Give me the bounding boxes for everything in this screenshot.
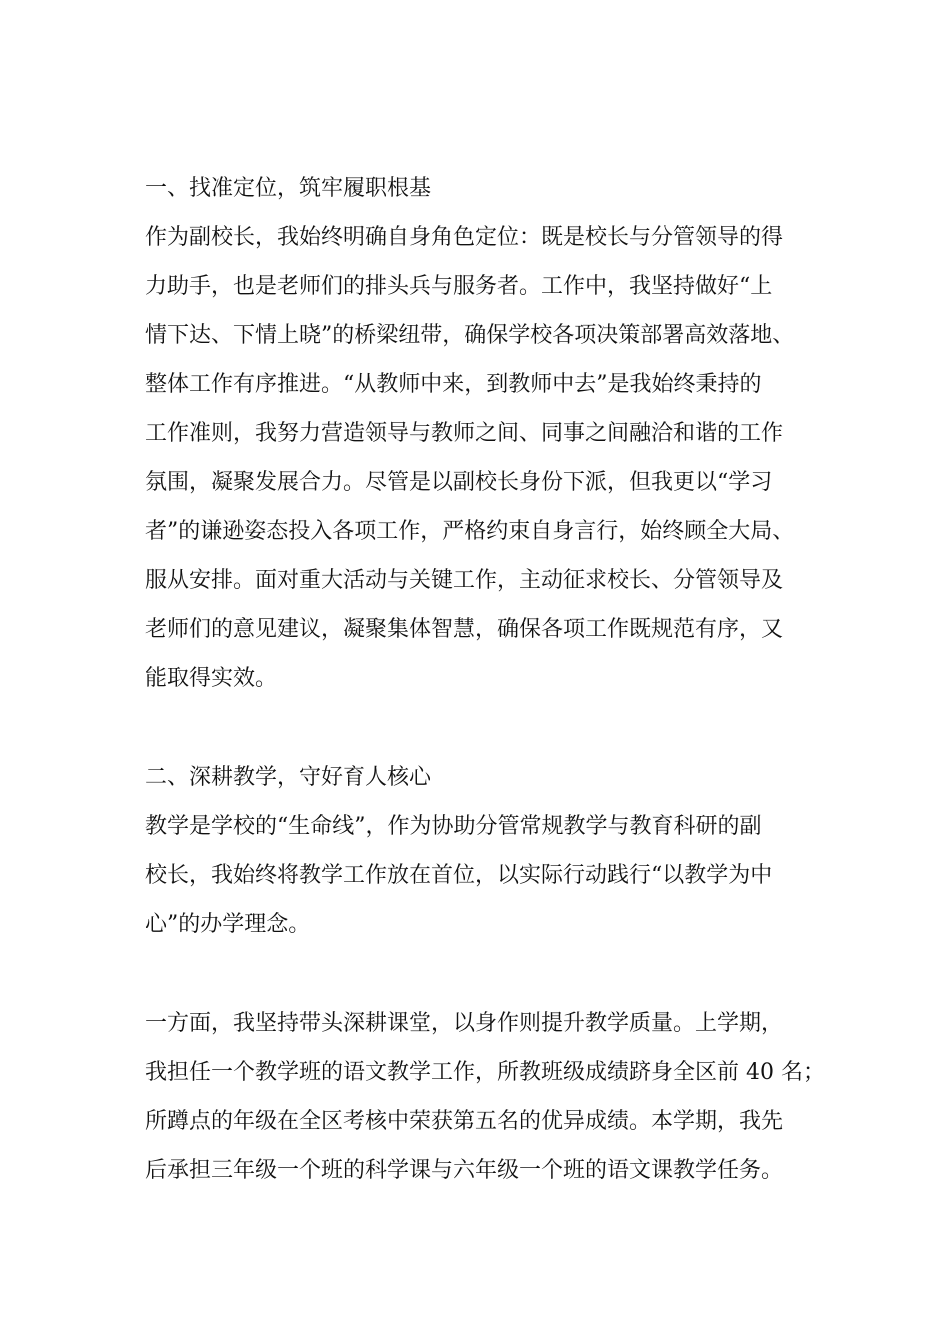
paragraph-line: 能取得实效。 [145, 666, 278, 691]
paragraph-line: 氛围，凝聚发展合力。尽管是以副校长身份下派，但我更以“学习 [145, 470, 773, 495]
paragraph-line: 一方面，我坚持带头深耕课堂，以身作则提升教学质量。上学期， [145, 1011, 784, 1036]
paragraph-line: 我担任一个教学班的语文教学工作，所教班级成绩跻身全区前 40 名； [145, 1060, 825, 1085]
paragraph-line: 服从安排。面对重大活动与关键工作，主动征求校长、分管领导及 [145, 568, 784, 593]
section-heading-2: 二、深耕教学，守好育人核心 [145, 765, 432, 790]
paragraph-line: 校长，我始终将教学工作放在首位，以实际行动践行“以教学为中 [145, 863, 773, 888]
paragraph-line: 教学是学校的“生命线”，作为协助分管常规教学与教育科研的副 [145, 814, 762, 839]
paragraph-line: 作为副校长，我始终明确自身角色定位：既是校长与分管领导的得 [145, 225, 784, 250]
paragraph-line: 所蹲点的年级在全区考核中荣获第五名的优异成绩。本学期，我先 [145, 1109, 784, 1134]
paragraph-line: 者”的谦逊姿态投入各项工作，严格约束自身言行，始终顾全大局、 [145, 519, 795, 544]
paragraph-line: 工作准则，我努力营造领导与教师之间、同事之间融洽和谐的工作 [145, 421, 784, 446]
document-body [145, 178, 825, 1182]
paragraph-line: 老师们的意见建议，凝聚集体智慧，确保各项工作既规范有序，又 [145, 617, 784, 642]
paragraph-line: 后承担三年级一个班的科学课与六年级一个班的语文课教学任务。 [145, 1158, 784, 1183]
section-heading-1: 一、找准定位，筑牢履职根基 [145, 176, 432, 201]
paragraph-line: 心”的办学理念。 [145, 912, 311, 937]
paragraph-line: 力助手，也是老师们的排头兵与服务者。工作中，我坚持做好“上 [145, 274, 773, 299]
paragraph-line: 整体工作有序推进。“从教师中来，到教师中去”是我始终秉持的 [145, 372, 762, 397]
paragraph-line: 情下达、下情上晓”的桥梁纽带，确保学校各项决策部署高效落地、 [145, 323, 795, 348]
